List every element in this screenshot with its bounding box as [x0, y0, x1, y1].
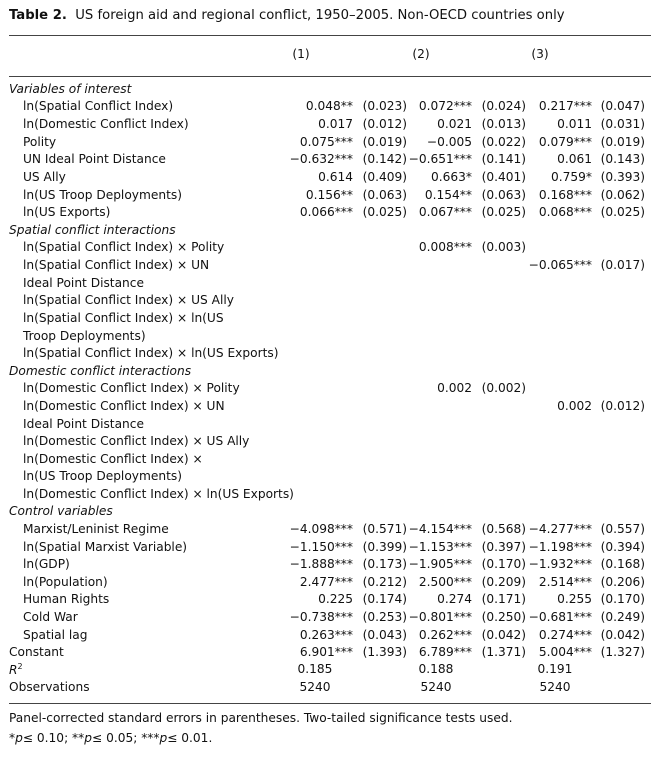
coefficient: −0.632***: [289, 152, 353, 166]
observations-value: 5240: [420, 680, 452, 694]
standard-error: (0.171): [481, 592, 526, 606]
table-row: [0, 99, 652, 116]
row-label-continued: Troop Deployments): [23, 329, 146, 343]
section-domestic-conflict-interactions: [0, 364, 652, 381]
table-row: [0, 522, 652, 539]
coefficient: 0.759*: [551, 170, 592, 184]
table-row: [0, 487, 652, 504]
coefficient: 0.156**: [305, 188, 353, 202]
table-row: [0, 205, 652, 222]
standard-error: (1.327): [600, 645, 645, 659]
standard-error: (0.557): [600, 522, 645, 536]
table-row-constant: [0, 645, 652, 662]
standard-error: (0.012): [600, 399, 645, 413]
row-label: ln(Domestic Conflict Index) × Polity: [23, 381, 240, 395]
coefficient: 6.901***: [299, 645, 353, 659]
coefficient: 0.002: [437, 381, 472, 395]
table-row: [0, 311, 652, 328]
footnote-threshold: ≤ 0.05;: [91, 731, 142, 745]
coefficient: 0.075***: [299, 135, 353, 149]
standard-error: (0.209): [481, 575, 526, 589]
coefficient: 0.048**: [305, 99, 353, 113]
table-row-observations: [0, 680, 652, 697]
coefficient: 0.021: [437, 117, 472, 131]
coefficient: 0.263***: [299, 628, 353, 642]
standard-error: (0.168): [600, 557, 645, 571]
row-label: ln(Spatial Conflict Index): [23, 99, 174, 113]
table-row: [0, 592, 652, 609]
standard-error: (0.043): [362, 628, 407, 642]
coefficient: 0.011: [557, 117, 592, 131]
standard-error: (0.397): [481, 540, 526, 554]
r-squared-value: 0.188: [418, 662, 454, 676]
coefficient: 0.168***: [538, 188, 592, 202]
table-row: [0, 557, 652, 574]
row-label-continued: Ideal Point Distance: [23, 276, 144, 290]
table-row-r-squared: [0, 662, 652, 679]
coefficient: −0.005: [426, 135, 472, 149]
coefficient: −0.065***: [528, 258, 592, 272]
coefficient: −1.198***: [528, 540, 592, 554]
row-label-continued: ln(US Troop Deployments): [23, 469, 182, 483]
bottom-rule: [9, 703, 651, 704]
table-row: [0, 240, 652, 257]
standard-error: (0.022): [481, 135, 526, 149]
row-label: ln(Spatial Conflict Index) × UN: [23, 258, 210, 272]
coefficient: 0.061: [557, 152, 592, 166]
coefficient: −4.277***: [528, 522, 592, 536]
standard-error: (0.025): [481, 205, 526, 219]
standard-error: (0.394): [600, 540, 645, 554]
coefficient: 0.262***: [418, 628, 472, 642]
standard-error: (0.062): [600, 188, 645, 202]
table-row: [0, 381, 652, 398]
standard-error: (0.141): [481, 152, 526, 166]
standard-error: (0.023): [362, 99, 407, 113]
coefficient: −0.738***: [289, 610, 353, 624]
table-row: [0, 170, 652, 187]
row-label: ln(Domestic Conflict Index) × UN: [23, 399, 225, 413]
table-row: [0, 399, 652, 416]
standard-error: (0.063): [362, 188, 407, 202]
observations-value: 5240: [299, 680, 331, 694]
coefficient: −1.905***: [408, 557, 472, 571]
coefficient: 0.079***: [538, 135, 592, 149]
table-row: [0, 135, 652, 152]
row-label: Human Rights: [23, 592, 110, 606]
footnote-stars: ***: [141, 731, 160, 745]
table-row: [0, 346, 652, 363]
row-label: Marxist/Leninist Regime: [23, 522, 169, 536]
table-row: [0, 575, 652, 592]
standard-error: (0.002): [481, 381, 526, 395]
coefficient: 0.002: [557, 399, 592, 413]
footnote-threshold: ≤ 0.10;: [22, 731, 73, 745]
table-row: [0, 417, 652, 434]
row-label: ln(Domestic Conflict Index) × ln(US Exports): [23, 487, 294, 501]
standard-error: (0.025): [600, 205, 645, 219]
coefficient: 0.154**: [424, 188, 472, 202]
row-label: ln(US Troop Deployments): [23, 188, 182, 202]
row-label: ln(Spatial Marxist Variable): [23, 540, 188, 554]
standard-error: (0.253): [362, 610, 407, 624]
standard-error: (0.571): [362, 522, 407, 536]
row-label: Constant: [9, 645, 64, 659]
footnote-threshold: ≤ 0.01.: [167, 731, 213, 745]
footnote-significance: [9, 731, 212, 745]
table-row: [0, 188, 652, 205]
standard-error: (0.047): [600, 99, 645, 113]
table-row: [0, 610, 652, 627]
standard-error: (0.017): [600, 258, 645, 272]
footnote-p: p: [84, 731, 92, 745]
row-label: ln(Spatial Conflict Index) × ln(US Exports): [23, 346, 279, 360]
section-label: Spatial conflict interactions: [9, 223, 176, 237]
coefficient: −4.154***: [408, 522, 472, 536]
top-rule: [9, 35, 651, 36]
standard-error: (0.019): [362, 135, 407, 149]
coefficient: 6.789***: [418, 645, 472, 659]
footnote-p: p: [159, 731, 168, 745]
coefficient: 0.225: [318, 592, 353, 606]
row-label: ln(Spatial Conflict Index) × Polity: [23, 240, 225, 254]
coefficient: 0.066***: [299, 205, 353, 219]
standard-error: (0.042): [481, 628, 526, 642]
standard-error: (0.024): [481, 99, 526, 113]
standard-error: (0.206): [600, 575, 645, 589]
table-row: [0, 293, 652, 310]
standard-error: (0.393): [600, 170, 645, 184]
standard-error: (0.025): [362, 205, 407, 219]
row-label: ln(Domestic Conflict Index) × US Ally: [23, 434, 250, 448]
footnote-stars: *: [9, 731, 16, 745]
standard-error: (0.170): [600, 592, 645, 606]
row-label-continued: Ideal Point Distance: [23, 417, 144, 431]
table-title: US foreign aid and regional conflict, 1950–2005. Non-OECD countries only: [75, 8, 565, 23]
coefficient: −1.153***: [408, 540, 472, 554]
r-squared-symbol: R: [9, 663, 18, 678]
standard-error: (1.371): [481, 645, 526, 659]
coefficient: −0.801***: [408, 610, 472, 624]
table-caption: [9, 8, 565, 23]
coefficient: 5.004***: [538, 645, 592, 659]
column-header-1: (1): [292, 47, 310, 61]
coefficient: 0.008***: [418, 240, 472, 254]
standard-error: (0.042): [600, 628, 645, 642]
standard-error: (0.019): [600, 135, 645, 149]
table-row: [0, 628, 652, 645]
standard-error: (0.250): [481, 610, 526, 624]
section-label: Domestic conflict interactions: [9, 364, 192, 378]
row-label: [9, 662, 23, 677]
coefficient: 2.477***: [299, 575, 353, 589]
table-row: [0, 258, 652, 275]
coefficient: −1.150***: [289, 540, 353, 554]
table-number: Table 2.: [9, 8, 67, 23]
standard-error: (0.142): [362, 152, 407, 166]
coefficient: 0.663*: [431, 170, 472, 184]
table-row: [0, 276, 652, 293]
header-rule: [9, 76, 651, 77]
standard-error: (0.143): [600, 152, 645, 166]
coefficient: −4.098***: [289, 522, 353, 536]
table-row: [0, 329, 652, 346]
row-label: ln(Spatial Conflict Index) × ln(US: [23, 311, 224, 325]
coefficient: −0.651***: [408, 152, 472, 166]
standard-error: (0.173): [362, 557, 407, 571]
column-header-3: (3): [531, 47, 549, 61]
row-label: ln(GDP): [23, 557, 70, 571]
coefficient: 2.514***: [538, 575, 592, 589]
table-row: [0, 469, 652, 486]
coefficient: 0.274: [437, 592, 472, 606]
standard-error: (0.170): [481, 557, 526, 571]
standard-error: (0.063): [481, 188, 526, 202]
table-row: [0, 117, 652, 134]
section-label: Variables of interest: [9, 82, 132, 96]
coefficient: −0.681***: [528, 610, 592, 624]
row-label: ln(Population): [23, 575, 108, 589]
standard-error: (0.249): [600, 610, 645, 624]
coefficient: 0.614: [318, 170, 353, 184]
coefficient: 0.067***: [418, 205, 472, 219]
footnote-standard-errors: Panel-corrected standard errors in parentheses. Two-tailed significance tests used.: [9, 711, 513, 725]
coefficient: 0.274***: [538, 628, 592, 642]
r-squared-value: 0.185: [297, 662, 333, 676]
r-squared-exponent: 2: [17, 662, 23, 671]
standard-error: (0.031): [600, 117, 645, 131]
standard-error: (0.012): [362, 117, 407, 131]
coefficient: 0.017: [318, 117, 353, 131]
row-label: Observations: [9, 680, 90, 694]
table-row: [0, 540, 652, 557]
r-squared-value: 0.191: [537, 662, 573, 676]
coefficient: 0.068***: [538, 205, 592, 219]
standard-error: (0.212): [362, 575, 407, 589]
standard-error: (1.393): [362, 645, 407, 659]
standard-error: (0.174): [362, 592, 407, 606]
standard-error: (0.401): [481, 170, 526, 184]
coefficient: 0.072***: [418, 99, 472, 113]
row-label: ln(Domestic Conflict Index) ×: [23, 452, 203, 466]
section-control-variables: [0, 504, 652, 521]
standard-error: (0.409): [362, 170, 407, 184]
footnote-stars: **: [72, 731, 85, 745]
row-label: Polity: [23, 135, 57, 149]
section-variables-of-interest: [0, 82, 652, 99]
observations-value: 5240: [539, 680, 571, 694]
footnote-p: p: [15, 731, 23, 745]
coefficient: 0.255: [557, 592, 592, 606]
table-row: [0, 434, 652, 451]
standard-error: (0.399): [362, 540, 407, 554]
row-label: ln(Domestic Conflict Index): [23, 117, 189, 131]
standard-error: (0.568): [481, 522, 526, 536]
row-label: ln(US Exports): [23, 205, 111, 219]
table-row: [0, 152, 652, 169]
section-label: Control variables: [9, 504, 113, 518]
row-label: Cold War: [23, 610, 78, 624]
coefficient: −1.888***: [289, 557, 353, 571]
row-label: UN Ideal Point Distance: [23, 152, 166, 166]
row-label: US Ally: [23, 170, 66, 184]
row-label: Spatial lag: [23, 628, 88, 642]
row-label: ln(Spatial Conflict Index) × US Ally: [23, 293, 234, 307]
standard-error: (0.003): [481, 240, 526, 254]
coefficient: 2.500***: [418, 575, 472, 589]
table-row: [0, 452, 652, 469]
coefficient: −1.932***: [528, 557, 592, 571]
coefficient: 0.217***: [538, 99, 592, 113]
section-spatial-conflict-interactions: [0, 223, 652, 240]
standard-error: (0.013): [481, 117, 526, 131]
column-header-2: (2): [412, 47, 430, 61]
